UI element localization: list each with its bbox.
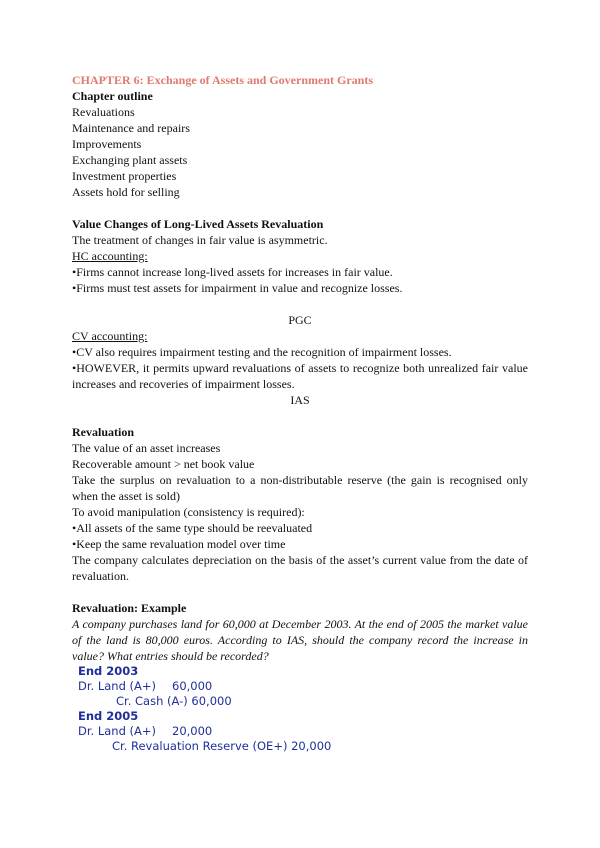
journal-debit-row bbox=[72, 724, 528, 739]
outline-list bbox=[72, 104, 528, 200]
outline-heading: Chapter outline bbox=[72, 89, 153, 103]
debit-label: Dr. Land (A+) bbox=[78, 679, 157, 693]
journal-credit-row: Cr. Cash (A-) 60,000 bbox=[116, 694, 232, 708]
outline-item: Investment properties bbox=[72, 169, 177, 183]
cv-bullet: •HOWEVER, it permits upward revaluations of assets to recognize both unrealized fair value increases and recoveries of impairment losses. bbox=[72, 361, 528, 391]
outline-item: Assets hold for selling bbox=[72, 185, 180, 199]
cv-bullet: •CV also requires impairment testing and the recognition of impairment losses. bbox=[72, 345, 452, 359]
debit-label: Dr. Land (A+) bbox=[78, 724, 157, 738]
revaluation-text: Recoverable amount > net book value bbox=[72, 457, 255, 471]
journal-entries bbox=[72, 664, 528, 754]
revaluation-text: Take the surplus on revaluation to a non-distributable reserve (the gain is recognised only when the asset is sold) bbox=[72, 473, 528, 503]
hc-bullet: •Firms cannot increase long-lived assets for increases in fair value. bbox=[72, 265, 393, 279]
revaluation-text: To avoid manipulation (consistency is required): bbox=[72, 505, 305, 519]
outline-item: Improvements bbox=[72, 137, 142, 151]
debit-amount: 60,000 bbox=[172, 679, 213, 693]
page-content bbox=[72, 72, 528, 754]
outline-item: Revaluations bbox=[72, 105, 135, 119]
outline-item: Maintenance and repairs bbox=[72, 121, 190, 135]
chapter-title: CHAPTER 6: Exchange of Assets and Government Grants bbox=[72, 73, 374, 87]
value-changes-intro: The treatment of changes in fair value is asymmetric. bbox=[72, 233, 328, 247]
outline-item: Exchanging plant assets bbox=[72, 153, 188, 167]
journal-year-heading: End 2003 bbox=[78, 664, 139, 678]
example-question: A company purchases land for 60,000 at December 2003. At the end of 2005 the market value of the land is 80,000 euros. According to IAS, should the company record the increase in value? What entries should be recorded? bbox=[72, 617, 528, 663]
journal-debit-row bbox=[72, 679, 528, 694]
ias-label: IAS bbox=[290, 393, 310, 407]
pgc-label: PGC bbox=[288, 313, 312, 327]
revaluation-bullet: •All assets of the same type should be reevaluated bbox=[72, 521, 313, 535]
value-changes-heading: Value Changes of Long-Lived Assets Revaluation bbox=[72, 217, 324, 231]
hc-bullet: •Firms must test assets for impairment in value and recognize losses. bbox=[72, 281, 403, 295]
cv-accounting-label: CV accounting: bbox=[72, 329, 148, 343]
hc-accounting-label: HC accounting: bbox=[72, 249, 148, 263]
journal-credit-row: Cr. Revaluation Reserve (OE+) 20,000 bbox=[112, 739, 332, 753]
revaluation-text: The company calculates depreciation on the basis of the asset’s current value from the date of revaluation. bbox=[72, 553, 528, 583]
journal-year-heading: End 2005 bbox=[78, 709, 139, 723]
revaluation-text: The value of an asset increases bbox=[72, 441, 221, 455]
revaluation-heading: Revaluation bbox=[72, 425, 135, 439]
example-heading: Revaluation: Example bbox=[72, 601, 187, 615]
debit-amount: 20,000 bbox=[172, 724, 213, 738]
revaluation-bullet: •Keep the same revaluation model over time bbox=[72, 537, 286, 551]
